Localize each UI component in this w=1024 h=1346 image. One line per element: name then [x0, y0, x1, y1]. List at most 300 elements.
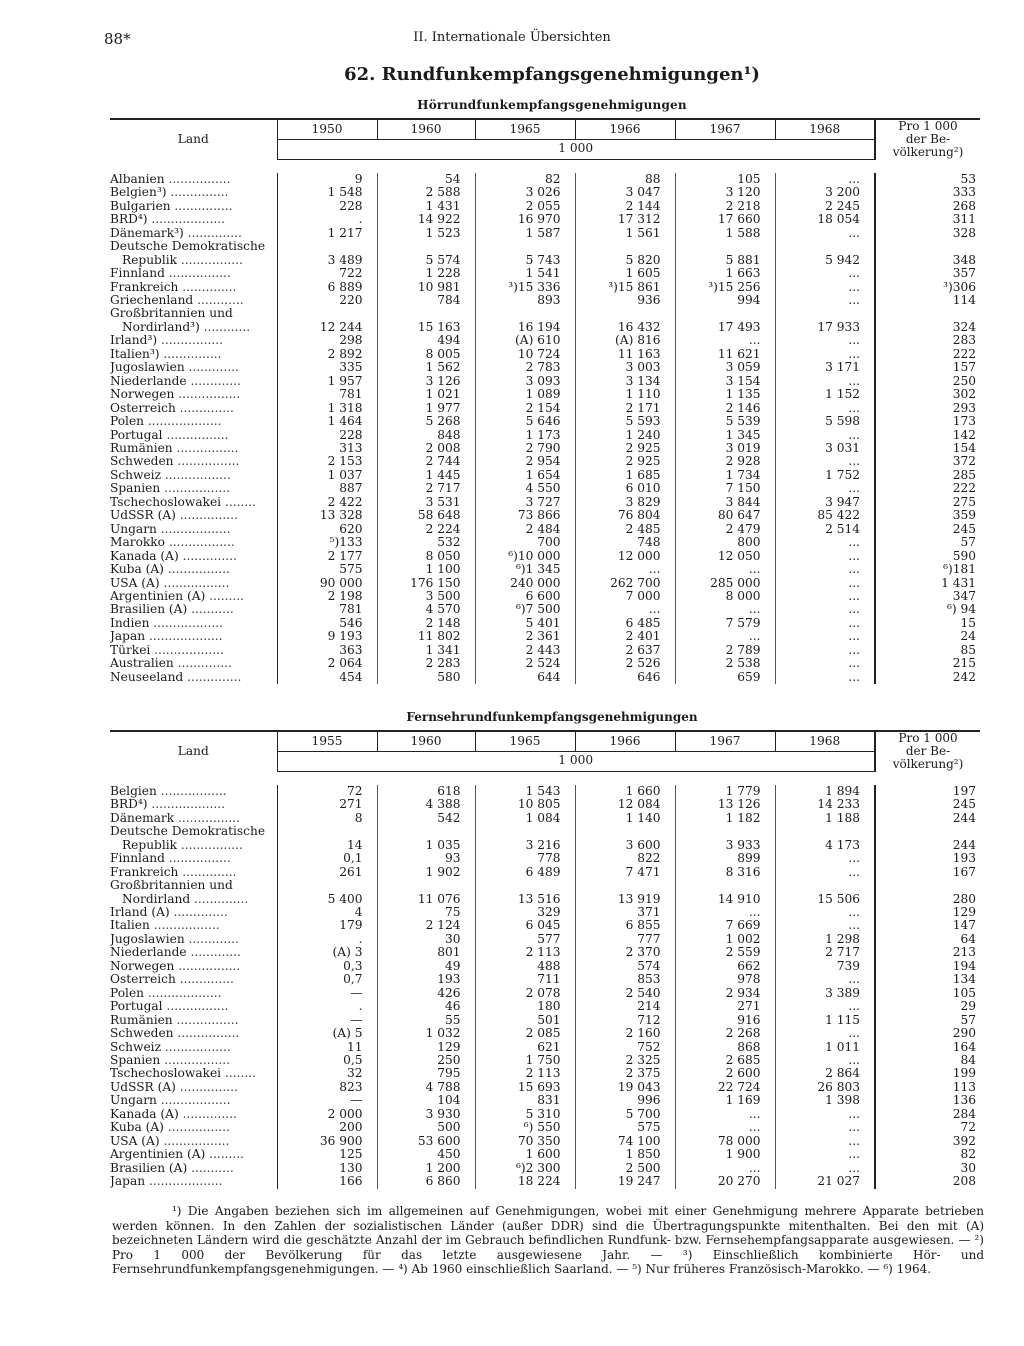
unit-header: 1 000: [277, 751, 875, 771]
leader-dots: .................: [159, 576, 230, 590]
value-cell: 574: [575, 960, 675, 973]
value-cell: 1 541: [475, 267, 575, 280]
section-heading: II. Internationale Übersichten: [413, 30, 611, 45]
value-cell: 2 790: [475, 442, 575, 455]
value-cell: 82: [475, 173, 575, 186]
country-cell: [110, 173, 277, 186]
country-name: Großbritannien und: [110, 879, 233, 893]
leader-dots: .................: [156, 784, 227, 798]
country-cell: [110, 839, 277, 852]
value-cell: ⁶)1 345: [475, 563, 575, 576]
value-cell: ...: [775, 630, 875, 643]
value-cell: 450: [377, 1148, 475, 1161]
value-cell: 916: [675, 1014, 775, 1027]
per-1000-cell: 72: [875, 1121, 980, 1134]
leader-dots: ..............: [175, 973, 234, 987]
table-row: [110, 1108, 980, 1121]
value-cell: 1 228: [377, 267, 475, 280]
value-cell: 6 010: [575, 482, 675, 495]
value-cell: 659: [675, 671, 775, 684]
value-cell: [377, 879, 475, 892]
value-cell: 17 933: [775, 321, 875, 334]
leader-dots: ..............: [178, 1107, 237, 1121]
country-name: Portugal: [110, 428, 163, 442]
per-1000-cell: 113: [875, 1081, 980, 1094]
table-row: [110, 375, 980, 388]
country-cell: [110, 798, 277, 811]
value-cell: 1 173: [475, 429, 575, 442]
land-header: Land: [110, 731, 277, 771]
value-cell: 10 805: [475, 798, 575, 811]
value-cell: 0,1: [343, 852, 363, 866]
leader-dots: ................: [157, 334, 223, 348]
value-cell: 2 218: [675, 200, 775, 213]
per-1000-cell: 215: [875, 657, 980, 670]
spacer-row: [110, 159, 980, 173]
value-cell: 1 663: [675, 267, 775, 280]
value-cell: 6 860: [377, 1175, 475, 1188]
country-name: Österreich: [110, 973, 176, 987]
per-1000-cell: 359: [875, 509, 980, 522]
value-cell: ³)15 336: [475, 281, 575, 294]
footnote-text: ¹) Die Angaben beziehen sich im allgemeinen auf Genehmigungen, wobei mit einer Genehmigung mehrere Apparate betrieben werden können. In den Zahlen der sozialistischen Länder (außer DDR) sind die Übertragungspunkte mitenthalten. Bei den mit (A) bezeichneten Ländern wird die geschätzte Anzahl der im Gebrauch befindlichen Rundfunk- bzw. Fernsehempfangsapparate ausgewiesen. — ²) Pro 1 000 der Bevölkerung für das letzte ausgewiesene Jahr. — ³) Einschließlich kombinierte Hör- und Fernsehrundfunkempfangsgenehmigungen. — ⁴) Ab 1960 einschließlich Saarland. — ⁵) Nur früheres Französisch-Marokko. — ⁶) 1964.: [112, 1204, 984, 1276]
per-1000-cell: 154: [875, 442, 980, 455]
value-cell: 298: [339, 334, 363, 348]
value-cell: 8 000: [675, 590, 775, 603]
value-cell: 739: [775, 960, 875, 973]
per-1000-cell: 213: [875, 946, 980, 959]
country-name: Schweden: [110, 455, 174, 469]
table-row: [110, 852, 980, 865]
leader-dots: .................: [161, 1040, 231, 1054]
value-cell: 12 050: [675, 550, 775, 563]
country-cell: [110, 893, 277, 906]
value-cell: [475, 825, 575, 838]
country-name: Jugoslawien: [110, 932, 185, 946]
value-cell: 5 268: [377, 415, 475, 428]
value-cell: 3 019: [675, 442, 775, 455]
per-1000-cell: 147: [875, 919, 980, 932]
value-cell: 2 283: [377, 657, 475, 670]
leader-dots: .........: [205, 589, 245, 603]
value-cell: 1 902: [377, 866, 475, 879]
per-1000-cell: 142: [875, 429, 980, 442]
value-cell: ...: [775, 334, 875, 347]
table-row: [110, 879, 980, 892]
value-cell: 72: [346, 784, 363, 798]
leader-dots: ...............: [175, 509, 238, 523]
value-cell: 18 054: [775, 213, 875, 226]
table-row: [110, 1162, 980, 1175]
value-cell: 271: [339, 798, 363, 812]
value-cell: ...: [775, 657, 875, 670]
leader-dots: ...............: [170, 199, 233, 213]
leader-dots: .............: [184, 361, 239, 375]
value-cell: 2 934: [675, 987, 775, 1000]
country-cell: [110, 866, 277, 879]
country-cell: [110, 509, 277, 522]
value-cell: 3 947: [775, 496, 875, 509]
value-cell: 748: [575, 536, 675, 549]
per-1000-cell: 372: [875, 455, 980, 468]
country-cell: [110, 577, 277, 590]
table-row: [110, 388, 980, 401]
per-1000-header-line: der Be-: [905, 744, 951, 758]
value-cell: ...: [775, 906, 875, 919]
page-title: 62. Rundfunkempfangsgenehmigungen¹): [344, 64, 760, 85]
value-cell: 3 930: [377, 1108, 475, 1121]
table-row: [110, 294, 980, 307]
table-row: [110, 1175, 980, 1188]
value-cell: 88: [575, 173, 675, 186]
value-cell: ...: [775, 455, 875, 468]
value-cell: 1 445: [377, 469, 475, 482]
value-cell: (A) 5: [332, 1027, 363, 1041]
value-cell: ...: [775, 294, 875, 307]
value-cell: 2 085: [475, 1027, 575, 1040]
value-cell: 3 933: [675, 839, 775, 852]
value-cell: 7 471: [575, 866, 675, 879]
value-cell: 7 669: [675, 919, 775, 932]
value-cell: ...: [775, 563, 875, 576]
value-cell: 6 485: [575, 617, 675, 630]
country-name: Republik: [122, 253, 178, 267]
value-cell: ...: [675, 334, 775, 347]
value-cell: 9 193: [327, 630, 363, 644]
value-cell: 500: [377, 1121, 475, 1134]
leader-dots: .................: [161, 468, 231, 482]
value-cell: 371: [575, 906, 675, 919]
value-cell: ...: [775, 973, 875, 986]
table-row: [110, 960, 980, 973]
value-cell: 4 173: [775, 839, 875, 852]
value-cell: 105: [675, 173, 775, 186]
per-1000-cell: 280: [875, 893, 980, 906]
value-cell: 16 970: [475, 213, 575, 226]
country-cell: [110, 563, 277, 576]
value-cell: 85 422: [775, 509, 875, 522]
per-1000-cell: 24: [875, 630, 980, 643]
value-cell: 2 370: [575, 946, 675, 959]
leader-dots: ................: [164, 172, 231, 186]
per-1000-cell: 53: [875, 173, 980, 186]
spacer-cell: [110, 771, 980, 785]
value-cell: 887: [339, 482, 363, 496]
value-cell: 5 539: [675, 415, 775, 428]
value-cell: 1 750: [475, 1054, 575, 1067]
value-cell: 2 078: [475, 987, 575, 1000]
per-1000-cell: 268: [875, 200, 980, 213]
leader-dots: ...........: [187, 603, 234, 617]
value-cell: 1 298: [775, 933, 875, 946]
country-name: Nordirland: [122, 892, 191, 906]
value-cell: 575: [339, 563, 363, 577]
value-cell: 1 089: [475, 388, 575, 401]
country-name: Brasilien (A): [110, 603, 188, 617]
country-cell: [110, 785, 277, 798]
value-cell: 3 389: [775, 987, 875, 1000]
value-cell: 1 169: [675, 1094, 775, 1107]
value-cell: 76 804: [575, 509, 675, 522]
value-cell: 2 954: [475, 455, 575, 468]
value-cell: 644: [475, 671, 575, 684]
per-1000-cell: 302: [875, 388, 980, 401]
leader-dots: .................: [160, 1054, 230, 1067]
per-1000-cell: 245: [875, 798, 980, 811]
value-cell: 831: [475, 1094, 575, 1107]
value-cell: 2 008: [377, 442, 475, 455]
value-cell: 1 084: [475, 812, 575, 825]
country-cell: [110, 1108, 277, 1121]
country-cell: [110, 590, 277, 603]
leader-dots: ................: [177, 838, 243, 852]
per-1000-cell: [875, 879, 980, 892]
value-cell: 2 484: [475, 523, 575, 536]
value-cell: ...: [675, 906, 775, 919]
leader-dots: ...................: [145, 630, 223, 644]
table-row: [110, 617, 980, 630]
table-row: [110, 173, 980, 186]
value-cell: .: [358, 932, 363, 946]
per-1000-cell: 164: [875, 1041, 980, 1054]
leader-dots: ................: [177, 253, 243, 267]
country-cell: [110, 657, 277, 670]
value-cell: 426: [377, 987, 475, 1000]
country-name: Albanien: [110, 172, 165, 186]
country-name: USA (A): [110, 1134, 160, 1148]
value-cell: 781: [339, 388, 363, 402]
value-cell: 5 310: [475, 1108, 575, 1121]
value-cell: 15 506: [775, 893, 875, 906]
value-cell: [675, 825, 775, 838]
value-cell: 662: [675, 960, 775, 973]
value-cell: 7 579: [675, 617, 775, 630]
table-row: [110, 186, 980, 199]
table-row: [110, 469, 980, 482]
value-cell: 5 700: [575, 1108, 675, 1121]
value-cell: 3 500: [377, 590, 475, 603]
value-cell: 180: [475, 1000, 575, 1013]
value-cell: 19 043: [575, 1081, 675, 1094]
per-1000-header-line: Pro 1 000: [898, 731, 958, 745]
value-cell: ...: [575, 603, 675, 616]
value-cell: 1 217: [327, 226, 363, 240]
leader-dots: ................: [174, 811, 240, 825]
value-cell: [277, 879, 377, 892]
value-cell: 5 646: [475, 415, 575, 428]
per-1000-cell: 392: [875, 1135, 980, 1148]
value-cell: 575: [575, 1121, 675, 1134]
leader-dots: ..............: [178, 280, 237, 294]
country-cell: [110, 294, 277, 307]
value-cell: [775, 825, 875, 838]
value-cell: 2 064: [327, 657, 363, 671]
value-cell: (A) 3: [332, 946, 363, 960]
value-cell: 1 188: [775, 812, 875, 825]
per-1000-header-line: völkerung²): [892, 145, 964, 159]
leader-dots: .........: [205, 1148, 245, 1162]
per-1000-cell: 245: [875, 523, 980, 536]
value-cell: 5 942: [775, 254, 875, 267]
value-cell: ...: [775, 919, 875, 932]
table-row: [110, 334, 980, 347]
value-cell: ...: [775, 852, 875, 865]
country-name: Niederlande: [110, 374, 187, 388]
value-cell: 240 000: [475, 577, 575, 590]
table-row: [110, 523, 980, 536]
leader-dots: ..............: [169, 906, 228, 920]
value-cell: [575, 825, 675, 838]
country-name: Finnland: [110, 852, 165, 866]
value-cell: 55: [377, 1014, 475, 1027]
value-cell: 711: [475, 973, 575, 986]
value-cell: 3 200: [775, 186, 875, 199]
per-1000-cell: 208: [875, 1175, 980, 1188]
value-cell: 2 422: [327, 495, 363, 509]
leader-dots: ................: [164, 267, 231, 281]
value-cell: 6 600: [475, 590, 575, 603]
year-header: 1965: [475, 731, 575, 751]
value-cell: 2 892: [327, 347, 363, 361]
per-1000-cell: 15: [875, 617, 980, 630]
table-row: [110, 657, 980, 670]
leader-dots: ........: [221, 1067, 256, 1081]
value-cell: 1 894: [775, 785, 875, 798]
country-cell: [110, 1067, 277, 1080]
leader-dots: ..............: [175, 401, 234, 415]
value-cell: 4 788: [377, 1081, 475, 1094]
value-cell: 0,7: [343, 973, 363, 987]
value-cell: 2 198: [327, 589, 363, 603]
value-cell: 5 820: [575, 254, 675, 267]
value-cell: 2 524: [475, 657, 575, 670]
value-cell: 2 144: [575, 200, 675, 213]
leader-dots: ................: [173, 455, 240, 469]
value-cell: 1 850: [575, 1148, 675, 1161]
value-cell: 90 000: [319, 576, 363, 590]
value-cell: 1 240: [575, 429, 675, 442]
leader-dots: ..................: [150, 643, 224, 657]
country-cell: [110, 240, 277, 253]
value-cell: ...: [775, 348, 875, 361]
value-cell: 1 605: [575, 267, 675, 280]
per-1000-cell: 285: [875, 469, 980, 482]
value-cell: 12 084: [575, 798, 675, 811]
value-cell: 2 401: [575, 630, 675, 643]
value-cell: 21 027: [775, 1175, 875, 1188]
per-1000-header: [875, 731, 980, 771]
country-cell: [110, 429, 277, 442]
country-cell: [110, 1148, 277, 1161]
per-1000-cell: 590: [875, 550, 980, 563]
country-name: Spanien: [110, 482, 161, 496]
table-row: [110, 402, 980, 415]
per-1000-cell: 29: [875, 1000, 980, 1013]
value-cell: 2 789: [675, 644, 775, 657]
country-cell: [110, 644, 277, 657]
value-cell: [277, 825, 377, 838]
country-name: Marokko: [110, 536, 166, 550]
value-cell: 0,5: [343, 1054, 363, 1067]
country-name: Nordirland³): [122, 320, 200, 334]
table-row: [110, 1081, 980, 1094]
value-cell: 868: [675, 1041, 775, 1054]
value-cell: 542: [377, 812, 475, 825]
country-cell: [110, 919, 277, 932]
value-cell: 32: [346, 1067, 363, 1081]
value-cell: 1 562: [377, 361, 475, 374]
value-cell: 1 135: [675, 388, 775, 401]
value-cell: 7 150: [675, 482, 775, 495]
table-row: [110, 321, 980, 334]
country-cell: [110, 1054, 277, 1067]
value-cell: ...: [675, 603, 775, 616]
value-cell: 6 489: [475, 866, 575, 879]
table-row: [110, 812, 980, 825]
per-1000-cell: 244: [875, 812, 980, 825]
value-cell: 778: [475, 852, 575, 865]
table-row: [110, 671, 980, 684]
value-cell: 46: [377, 1000, 475, 1013]
value-cell: 2 540: [575, 987, 675, 1000]
value-cell: 2 500: [575, 1162, 675, 1175]
table-row: [110, 563, 980, 576]
value-cell: 3 134: [575, 375, 675, 388]
value-cell: 1 032: [377, 1027, 475, 1040]
value-cell: 104: [377, 1094, 475, 1107]
country-cell: [110, 213, 277, 226]
leader-dots: ..................: [149, 616, 224, 630]
value-cell: 1 341: [377, 644, 475, 657]
per-1000-cell: 57: [875, 1014, 980, 1027]
country-name: Schweiz: [110, 468, 161, 482]
value-cell: 228: [339, 199, 363, 213]
leader-dots: ................: [172, 1013, 239, 1027]
value-cell: 73 866: [475, 509, 575, 522]
country-name: Norwegen: [110, 388, 175, 402]
leader-dots: ...............: [159, 347, 222, 361]
value-cell: ...: [775, 1000, 875, 1013]
table-row: [110, 482, 980, 495]
value-cell: ...: [775, 227, 875, 240]
footnotes: [112, 1204, 984, 1277]
value-cell: 70 350: [475, 1135, 575, 1148]
table-row: [110, 987, 980, 1000]
value-cell: 1 345: [675, 429, 775, 442]
value-cell: 54: [377, 173, 475, 186]
value-cell: 2 146: [675, 402, 775, 415]
year-header: 1960: [377, 119, 475, 139]
table-row: [110, 550, 980, 563]
value-cell: [475, 879, 575, 892]
per-1000-cell: ⁶) 94: [875, 603, 980, 616]
value-cell: 11: [346, 1040, 363, 1054]
per-1000-cell: 333: [875, 186, 980, 199]
value-cell: 893: [475, 294, 575, 307]
table-row: [110, 227, 980, 240]
leader-dots: ...................: [145, 1175, 223, 1189]
value-cell: ...: [775, 375, 875, 388]
per-1000-cell: 134: [875, 973, 980, 986]
value-cell: 2 153: [327, 455, 363, 469]
value-cell: 6 889: [327, 280, 363, 294]
value-cell: 2 479: [675, 523, 775, 536]
per-1000-cell: [875, 825, 980, 838]
value-cell: 1 957: [327, 374, 363, 388]
value-cell: 14: [346, 838, 363, 852]
value-cell: 2 113: [475, 946, 575, 959]
value-cell: 4 388: [377, 798, 475, 811]
